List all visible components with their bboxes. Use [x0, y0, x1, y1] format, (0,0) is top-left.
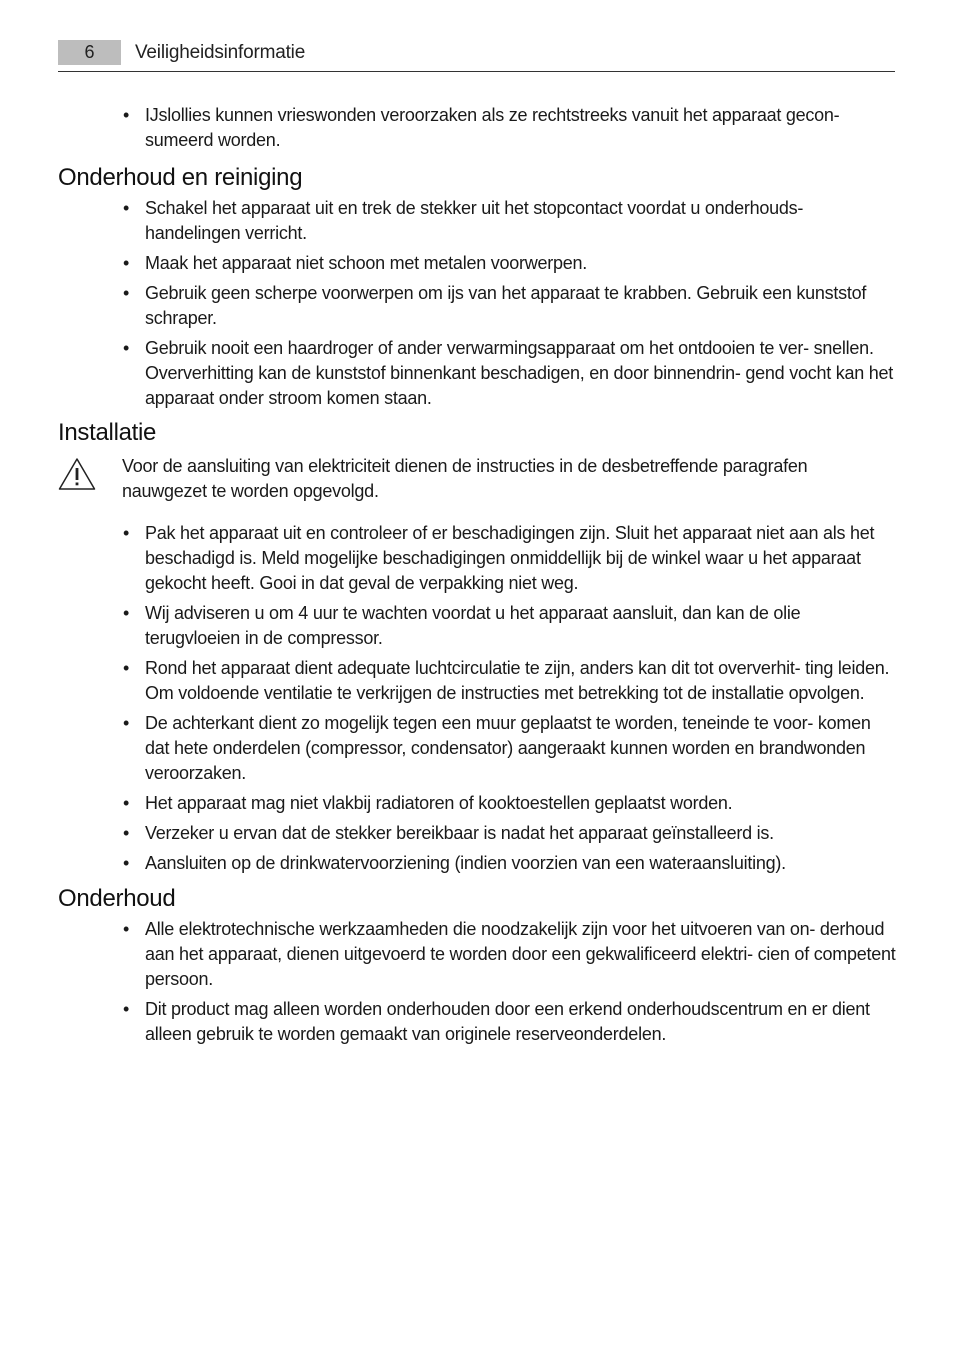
- bullet-icon: •: [123, 523, 130, 543]
- bullet-icon: •: [123, 853, 130, 873]
- list-item: • Aansluiten op de drinkwatervoorziening (indien voorzien van een wateraansluiting).: [58, 851, 896, 876]
- bullet-icon: •: [123, 338, 130, 358]
- list-item: • Schakel het apparaat uit en trek de stekker uit het stopcontact voordat u onderhouds- handelingen verricht.: [123, 198, 804, 243]
- bullet-icon: •: [123, 919, 130, 939]
- onderhoud-list: [58, 917, 896, 1047]
- list-item: • Maak het apparaat niet schoon met metalen voorwerpen.: [58, 251, 896, 276]
- list-item: • Verzeker u ervan dat de stekker bereikbaar is nadat het apparaat geïnstalleerd is.: [58, 821, 896, 846]
- list-item: • Alle elektrotechnische werkzaamheden die noodzakelijk zijn voor het uitvoeren van on- derhoud aan het apparaat, dienen uitgevoerd te worden door een gekwalificeerd elektri- cien of competent persoon.: [123, 919, 896, 989]
- bullet-icon: •: [123, 999, 130, 1019]
- list-item: • Rond het apparaat dient adequate luchtcirculatie te zijn, anders kan dit tot oververhit- ting leiden. Om voldoende ventilatie te verkrijgen de instructies met betrekking tot de installatie opvolgen.: [123, 658, 890, 703]
- page-content: [58, 103, 896, 1052]
- section-heading-onderhoud: Onderhoud: [58, 885, 176, 912]
- list-item: • Dit product mag alleen worden onderhouden door een erkend onderhoudscentrum en er dient alleen gebruik te worden gemaakt van originele reserveonderdelen.: [123, 999, 870, 1044]
- list-item: • Gebruik nooit een haardroger of ander verwarmingsapparaat om het ontdooien te ver- snellen. Oververhitting kan de kunststof binnenkant beschadigen, en door binnendrin- gend vocht kan het apparaat onder stroom komen staan.: [123, 338, 894, 408]
- page-header: [58, 40, 895, 72]
- list-item: • De achterkant dient zo mogelijk tegen een muur geplaatst te worden, teneinde te voor- komen dat hete onderdelen (compressor, condensator) aangeraakt kunnen worden en brandwonden veroorzaken.: [123, 713, 871, 783]
- section-heading-installatie: Installatie: [58, 419, 157, 446]
- bullet-icon: •: [123, 253, 130, 273]
- intro-list: [58, 103, 896, 153]
- warning-triangle-icon: [58, 457, 96, 491]
- bullet-icon: •: [123, 823, 130, 843]
- onderhoud-reiniging-list: [58, 196, 896, 411]
- warning-text: Voor de aansluiting van elektriciteit dienen de instructies in de desbetreffende paragrafen nauwgezet te worden opgevolgd.: [122, 456, 808, 501]
- header-section-title: Veiligheidsinformatie: [135, 42, 306, 63]
- list-item: • Het apparaat mag niet vlakbij radiatoren of kooktoestellen geplaatst worden.: [58, 791, 896, 816]
- bullet-icon: •: [123, 105, 130, 125]
- list-item: • Pak het apparaat uit en controleer of er beschadigingen zijn. Sluit het apparaat niet aan als het beschadigd is. Meld mogelijke beschadigingen onmiddellijk bij de winkel waar u het apparaat gekocht heeft. Gooi in dat geval de verpakking niet weg.: [123, 523, 875, 593]
- section-heading-onderhoud-reiniging: Onderhoud en reiniging: [58, 164, 303, 191]
- bullet-icon: •: [123, 793, 130, 813]
- bullet-icon: •: [123, 603, 130, 623]
- page-number: 6: [58, 40, 121, 65]
- bullet-icon: •: [123, 713, 130, 733]
- warning-notice: [58, 454, 896, 511]
- list-item: • IJslollies kunnen vrieswonden veroorzaken als ze rechtstreeks vanuit het apparaat gecon- sumeerd worden.: [123, 105, 840, 150]
- list-item: • Wij adviseren u om 4 uur te wachten voordat u het apparaat aansluit, dan kan de olie terugvloeien in de compressor.: [123, 603, 801, 648]
- bullet-icon: •: [123, 283, 130, 303]
- bullet-icon: •: [123, 658, 130, 678]
- bullet-icon: •: [123, 198, 130, 218]
- list-item: • Gebruik geen scherpe voorwerpen om ijs van het apparaat te krabben. Gebruik een kunststof schraper.: [123, 283, 867, 328]
- installatie-list: [58, 521, 896, 876]
